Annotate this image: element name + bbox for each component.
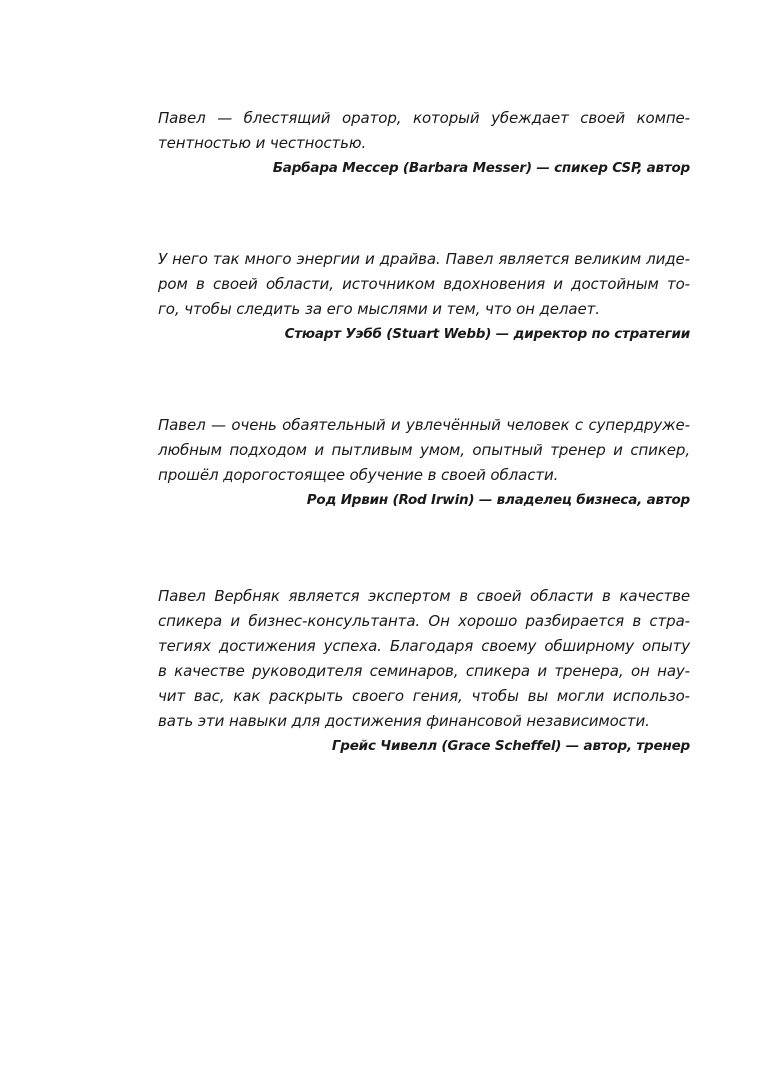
quote-line: ром в своей области, источником вдохновения и достойным то- — [158, 275, 690, 293]
quote-line: чит вас, как раскрыть своего гения, чтобы вы могли использо- — [158, 687, 690, 705]
quote-line: Павел — очень обаятельный и увлечённый человек с супердруже- — [158, 416, 690, 434]
quote-line: У него так много энергии и драйва. Павел является великим лиде- — [158, 250, 690, 268]
quote-author: Стюарт Уэбб (Stuart Webb) — директор по стратегии — [284, 326, 690, 342]
quote-line: го, чтобы следить за его мыслями и тем, что он делает. — [158, 300, 600, 318]
quote-author: Барбара Мессер (Barbara Messer) — спикер CSP, автор — [272, 160, 690, 176]
quote-line: Павел — блестящий оратор, который убеждает своей компе- — [158, 109, 690, 127]
quote-text — [158, 413, 690, 488]
quote-line: вать эти навыки для достижения финансовой независимости. — [158, 712, 650, 730]
quote-author: Грейс Чивелл (Grace Scheffel) — автор, тренер — [331, 738, 690, 754]
testimonial-messer — [158, 106, 690, 180]
quote-line: спикера и бизнес-консультанта. Он хорошо разбирается в стра- — [158, 612, 690, 630]
quote-author: Род Ирвин (Rod Irwin) — владелец бизнеса, автор — [306, 492, 690, 508]
quote-text — [158, 106, 690, 156]
testimonial-irwin — [158, 413, 690, 512]
quote-line: тентностью и честностью. — [158, 134, 367, 152]
quote-line: тегиях достижения успеха. Благодаря своему обширному опыту — [158, 637, 690, 655]
testimonial-scheffel — [158, 584, 690, 758]
quote-text — [158, 584, 690, 734]
quote-line: Павел Вербняк является экспертом в своей области в качестве — [158, 587, 690, 605]
testimonial-webb — [158, 247, 690, 346]
quote-line: прошёл дорогостоящее обучение в своей области. — [158, 466, 559, 484]
quote-text — [158, 247, 690, 322]
quote-line: любным подходом и пытливым умом, опытный тренер и спикер, — [158, 441, 690, 459]
quote-line: в качестве руководителя семинаров, спикера и тренера, он нау- — [158, 662, 690, 680]
